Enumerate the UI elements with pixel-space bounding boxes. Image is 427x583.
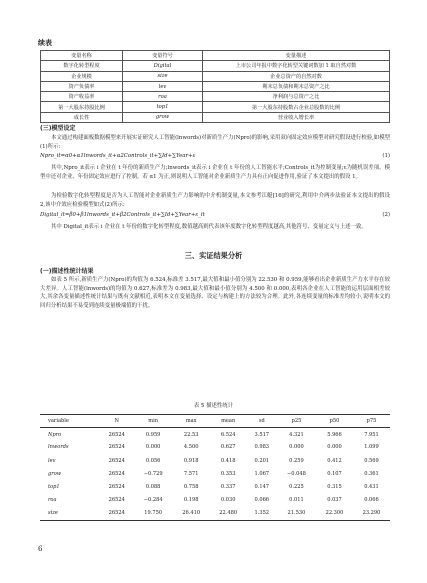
- value-cell: 6.524: [220, 431, 236, 438]
- header-cell: variable: [40, 415, 100, 428]
- value-cell: 4.500: [183, 444, 199, 451]
- table-row: [41, 102, 390, 112]
- cell: 资产负债率: [41, 81, 123, 91]
- section-heading-descriptive: (一)描述性统计结果: [40, 268, 94, 275]
- value-cell: 0.259: [289, 457, 304, 464]
- variable-cell: roa: [48, 497, 57, 504]
- value-cell: 26524: [100, 507, 134, 520]
- variable-cell: top1: [48, 484, 60, 491]
- table-row: [40, 507, 390, 520]
- header-cell: min: [134, 415, 173, 428]
- value-cell: 0.361: [364, 470, 379, 477]
- value-cell: 0.315: [327, 484, 342, 491]
- table-row: [40, 494, 390, 507]
- value-cell: 0.107: [327, 470, 342, 477]
- value-cell: 21.530: [277, 507, 316, 520]
- paragraph: 为检验数字化转型程度是否为人工智能对企业新质生产力影响的中介机制变量,本文参考江艇[16]的研究,利用中介两步法验证本文提出的假设 2,该中介效应检验模型如式(2)所示:: [40, 193, 390, 208]
- equation-number: (2): [382, 212, 390, 218]
- value-cell: 0.983: [254, 444, 270, 451]
- table-row: [40, 441, 390, 454]
- value-cell: 0.418: [220, 457, 236, 464]
- header-cell: p50: [316, 415, 353, 428]
- value-cell: −0.729: [143, 470, 163, 477]
- paragraph: 其中,Npro_it表示 i 企业在 t 年份的新质生产力;lnwords_it表示 i 企业在 t 年份的人工智能水平;Controls_it为控制变量;ε为随机误差项。模型中还对企业、年份固定效应进行了控制。若 α1 为正,则说明人工智能对企业新质生产力具有正向促进作用,验证了本文提出的假设 1。: [40, 165, 390, 180]
- value-cell: 0.066: [254, 497, 270, 504]
- table-row: [41, 112, 390, 122]
- value-cell: 0.147: [254, 484, 270, 491]
- cell: 第一大股东持股比例: [41, 102, 123, 112]
- value-cell: −0.284: [143, 497, 163, 504]
- value-cell: 26524: [108, 497, 125, 504]
- header-cell: 变量描述: [203, 51, 390, 61]
- value-cell: 0.959: [145, 431, 161, 438]
- value-cell: 0.066: [364, 497, 379, 504]
- paragraph: 如表 5 所示,新质生产力(Npro)的均值为 6.524,标准差 3.517,最大值和最小值分别为 22.530 和 0.959,能够看出企业新质生产力水平存在较大差异。人工智能(lnwords)的均值为 0.627,标准差为 0.983,最大值和最小值分别为 4.500 和 0.000,表明各企业在人工智能的运用层面相差较大,其余各变量描述性统计结果与既有文献相近,表明本文在变量选择、设定与构建上的方法较为合理。此外,各连续变量的标准差均较小,说明本文的回归分析结果不易受到连续变量极端值的干扰。: [40, 277, 390, 310]
- value-cell: −0.048: [287, 470, 306, 477]
- cell: 成长性: [41, 112, 123, 122]
- value-cell: 26524: [108, 431, 125, 438]
- variable-definition-table: [40, 50, 390, 123]
- value-cell: 0.225: [289, 484, 304, 491]
- variable-cell: lnwords: [48, 444, 69, 451]
- header-cell: 变量名称: [41, 51, 123, 61]
- cell: grow: [123, 112, 203, 122]
- paragraph: 其中 Digital_it表示 i 企业在 t 年份的数字化转型程度,数值越高则代表该年度数字化转型程度越高,其他符号、变量定义与上述一致。: [51, 224, 367, 230]
- table-row: [41, 61, 390, 71]
- cell: 净利润与总资产之比: [203, 92, 390, 102]
- section-heading-model: (三)模型设定: [40, 125, 76, 132]
- value-cell: 22.300: [316, 507, 353, 520]
- header-cell: sd: [247, 415, 277, 428]
- header-cell: N: [100, 415, 134, 428]
- cell: 数字化转型程度: [41, 61, 123, 71]
- value-cell: 0.353: [220, 470, 236, 477]
- cell: size: [123, 71, 203, 81]
- value-cell: 0.201: [254, 457, 270, 464]
- continued-table-label: 续表: [38, 39, 52, 47]
- header-cell: max: [173, 415, 210, 428]
- value-cell: 0.918: [183, 457, 199, 464]
- value-cell: 26524: [108, 484, 125, 491]
- value-cell: 0.056: [145, 457, 161, 464]
- value-cell: 0.000: [289, 444, 304, 451]
- table-header-row: [41, 51, 390, 61]
- value-cell: 0.198: [183, 497, 199, 504]
- value-cell: 0.030: [220, 497, 236, 504]
- table-row: [40, 467, 390, 480]
- cell: 第一大股东持股数占企业总股数的比例: [203, 102, 390, 112]
- header-cell: p75: [353, 415, 390, 428]
- table-row: [41, 71, 390, 81]
- cell: 上市公司年报中数字化转型关键词数加 1 取自然对数: [203, 61, 390, 71]
- value-cell: 1.352: [247, 507, 277, 520]
- variable-cell: size: [40, 507, 100, 520]
- value-cell: 0.337: [220, 484, 236, 491]
- value-cell: 0.000: [145, 444, 161, 451]
- equation-2: [40, 212, 390, 221]
- value-cell: 22.480: [210, 507, 247, 520]
- descriptive-statistics-table: [40, 414, 390, 521]
- cell: 营业收入增长率: [203, 112, 390, 122]
- value-cell: 0.037: [327, 497, 342, 504]
- cell: 企业规模: [41, 71, 123, 81]
- value-cell: 26524: [108, 457, 125, 464]
- value-cell: 0.000: [327, 444, 342, 451]
- cell: 资产收益率: [41, 92, 123, 102]
- cell: 期末总负债和期末总资产之比: [203, 81, 390, 91]
- header-cell: mean: [210, 415, 247, 428]
- value-cell: 5.966: [327, 431, 342, 438]
- table-row: [40, 454, 390, 467]
- header-cell: 变量符号: [123, 51, 203, 61]
- header-cell: p25: [277, 415, 316, 428]
- value-cell: 0.412: [327, 457, 342, 464]
- value-cell: 19.750: [134, 507, 173, 520]
- equation-number: (1): [382, 153, 390, 159]
- value-cell: 26.410: [173, 507, 210, 520]
- value-cell: 0.011: [289, 497, 304, 504]
- chapter-title: 三、实证结果分析: [184, 251, 243, 260]
- cell: 企业总资产的自然对数: [203, 71, 390, 81]
- value-cell: 7.951: [364, 431, 379, 438]
- value-cell: 1.067: [254, 470, 270, 477]
- value-cell: 1.099: [364, 444, 379, 451]
- value-cell: 23.290: [353, 507, 390, 520]
- value-cell: 26524: [108, 444, 125, 451]
- page-number: 6: [38, 545, 43, 553]
- value-cell: 0.569: [364, 457, 379, 464]
- equation-1: [40, 153, 390, 162]
- table-row: [40, 480, 390, 493]
- paragraph: 本文通过构建面板数据模型来开展实证研究人工智能(lnwords)对新质生产力(Npro)的影响,采用双向固定效应模型对研究假设进行校验,如模型(1)所示:: [40, 135, 390, 150]
- table-header-row: [40, 415, 390, 428]
- cell: Digital: [123, 61, 203, 71]
- value-cell: 4.321: [289, 431, 304, 438]
- table-row: [41, 81, 390, 91]
- value-cell: 0.758: [183, 484, 199, 491]
- table-row: [40, 428, 390, 441]
- variable-cell: grow: [48, 470, 62, 477]
- cell: roa: [123, 92, 203, 102]
- value-cell: 22.53: [183, 431, 199, 438]
- variable-cell: lev: [48, 457, 56, 464]
- value-cell: 0.627: [220, 444, 236, 451]
- equation-text: Npro_it=α0+α1lnwords_it+α2Controls_it+∑Id+∑Year+ε: [40, 153, 196, 159]
- variable-cell: Npro: [48, 431, 62, 438]
- cell: lev: [123, 81, 203, 91]
- value-cell: 3.517: [254, 431, 270, 438]
- table-row: [41, 92, 390, 102]
- cell: top1: [123, 102, 203, 112]
- value-cell: 7.571: [183, 470, 199, 477]
- equation-text: Digital_it=β0+β1lnwords_it+β2Controls_it+∑Id+∑Year+ε_it: [40, 212, 205, 218]
- table-caption: 表 5 描述性统计: [193, 403, 234, 409]
- value-cell: 0.431: [364, 484, 379, 491]
- value-cell: 0.088: [145, 484, 161, 491]
- value-cell: 26524: [108, 470, 125, 477]
